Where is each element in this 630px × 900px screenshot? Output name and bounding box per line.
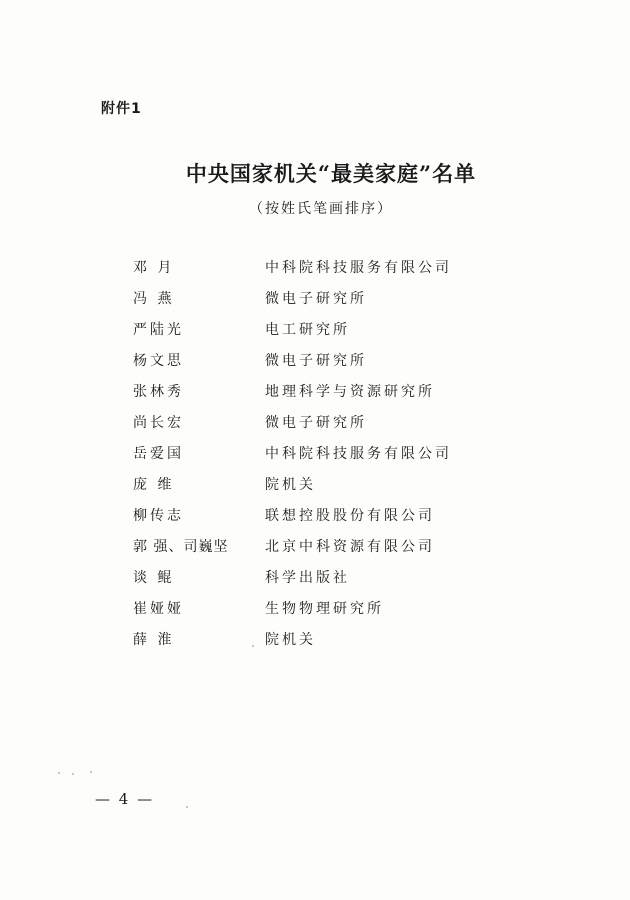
entry-name: 崔娅娅 (133, 601, 184, 617)
entry-organization: 院机关 (265, 632, 316, 648)
entry-name: 岳爱国 (133, 446, 184, 462)
entry-organization: 中科院科技服务有限公司 (265, 446, 452, 462)
list-item (0, 252, 630, 282)
scan-speck (186, 806, 188, 808)
entry-organization: 微电子研究所 (265, 353, 367, 369)
entry-name: 郭 强、司巍坚 (133, 539, 229, 555)
scan-speck (72, 773, 74, 775)
scan-speck (252, 645, 254, 647)
list-item (0, 407, 630, 437)
entry-name: 庞 维 (133, 477, 175, 493)
entry-name: 邓 月 (133, 260, 175, 276)
entry-name: 张林秀 (133, 384, 184, 400)
list-item (0, 376, 630, 406)
entry-organization: 生物物理研究所 (265, 601, 384, 617)
list-item (0, 283, 630, 313)
list-item (0, 469, 630, 499)
entry-name: 谈 鲲 (133, 570, 175, 586)
document-title: 中央国家机关“最美家庭”名单 (185, 161, 477, 186)
list-item (0, 438, 630, 468)
scan-speck (58, 772, 60, 774)
entry-name: 柳传志 (133, 508, 184, 524)
page-number: — 4 — (95, 790, 155, 808)
list-item (0, 500, 630, 530)
entry-organization: 北京中科资源有限公司 (265, 539, 435, 555)
document-subtitle: （按姓氏笔画排序） (249, 201, 393, 217)
attachment-label: 附件1 (101, 101, 142, 117)
entry-organization: 中科院科技服务有限公司 (265, 260, 452, 276)
entry-organization: 地理科学与资源研究所 (265, 384, 435, 400)
entry-organization: 科学出版社 (265, 570, 350, 586)
entry-name: 薛 淮 (133, 632, 175, 648)
entry-organization: 微电子研究所 (265, 415, 367, 431)
entry-name: 尚长宏 (133, 415, 184, 431)
list-item (0, 562, 630, 592)
list-item (0, 624, 630, 654)
entry-name: 严陆光 (133, 322, 184, 338)
entry-name: 冯 燕 (133, 291, 175, 307)
entry-organization: 电工研究所 (265, 322, 350, 338)
list-item (0, 593, 630, 623)
list-item (0, 314, 630, 344)
list-item (0, 345, 630, 375)
scan-speck (90, 771, 92, 773)
entry-organization: 院机关 (265, 477, 316, 493)
entry-organization: 微电子研究所 (265, 291, 367, 307)
entry-organization: 联想控股股份有限公司 (265, 508, 435, 524)
entry-name: 杨文思 (133, 353, 184, 369)
list-item (0, 531, 630, 561)
